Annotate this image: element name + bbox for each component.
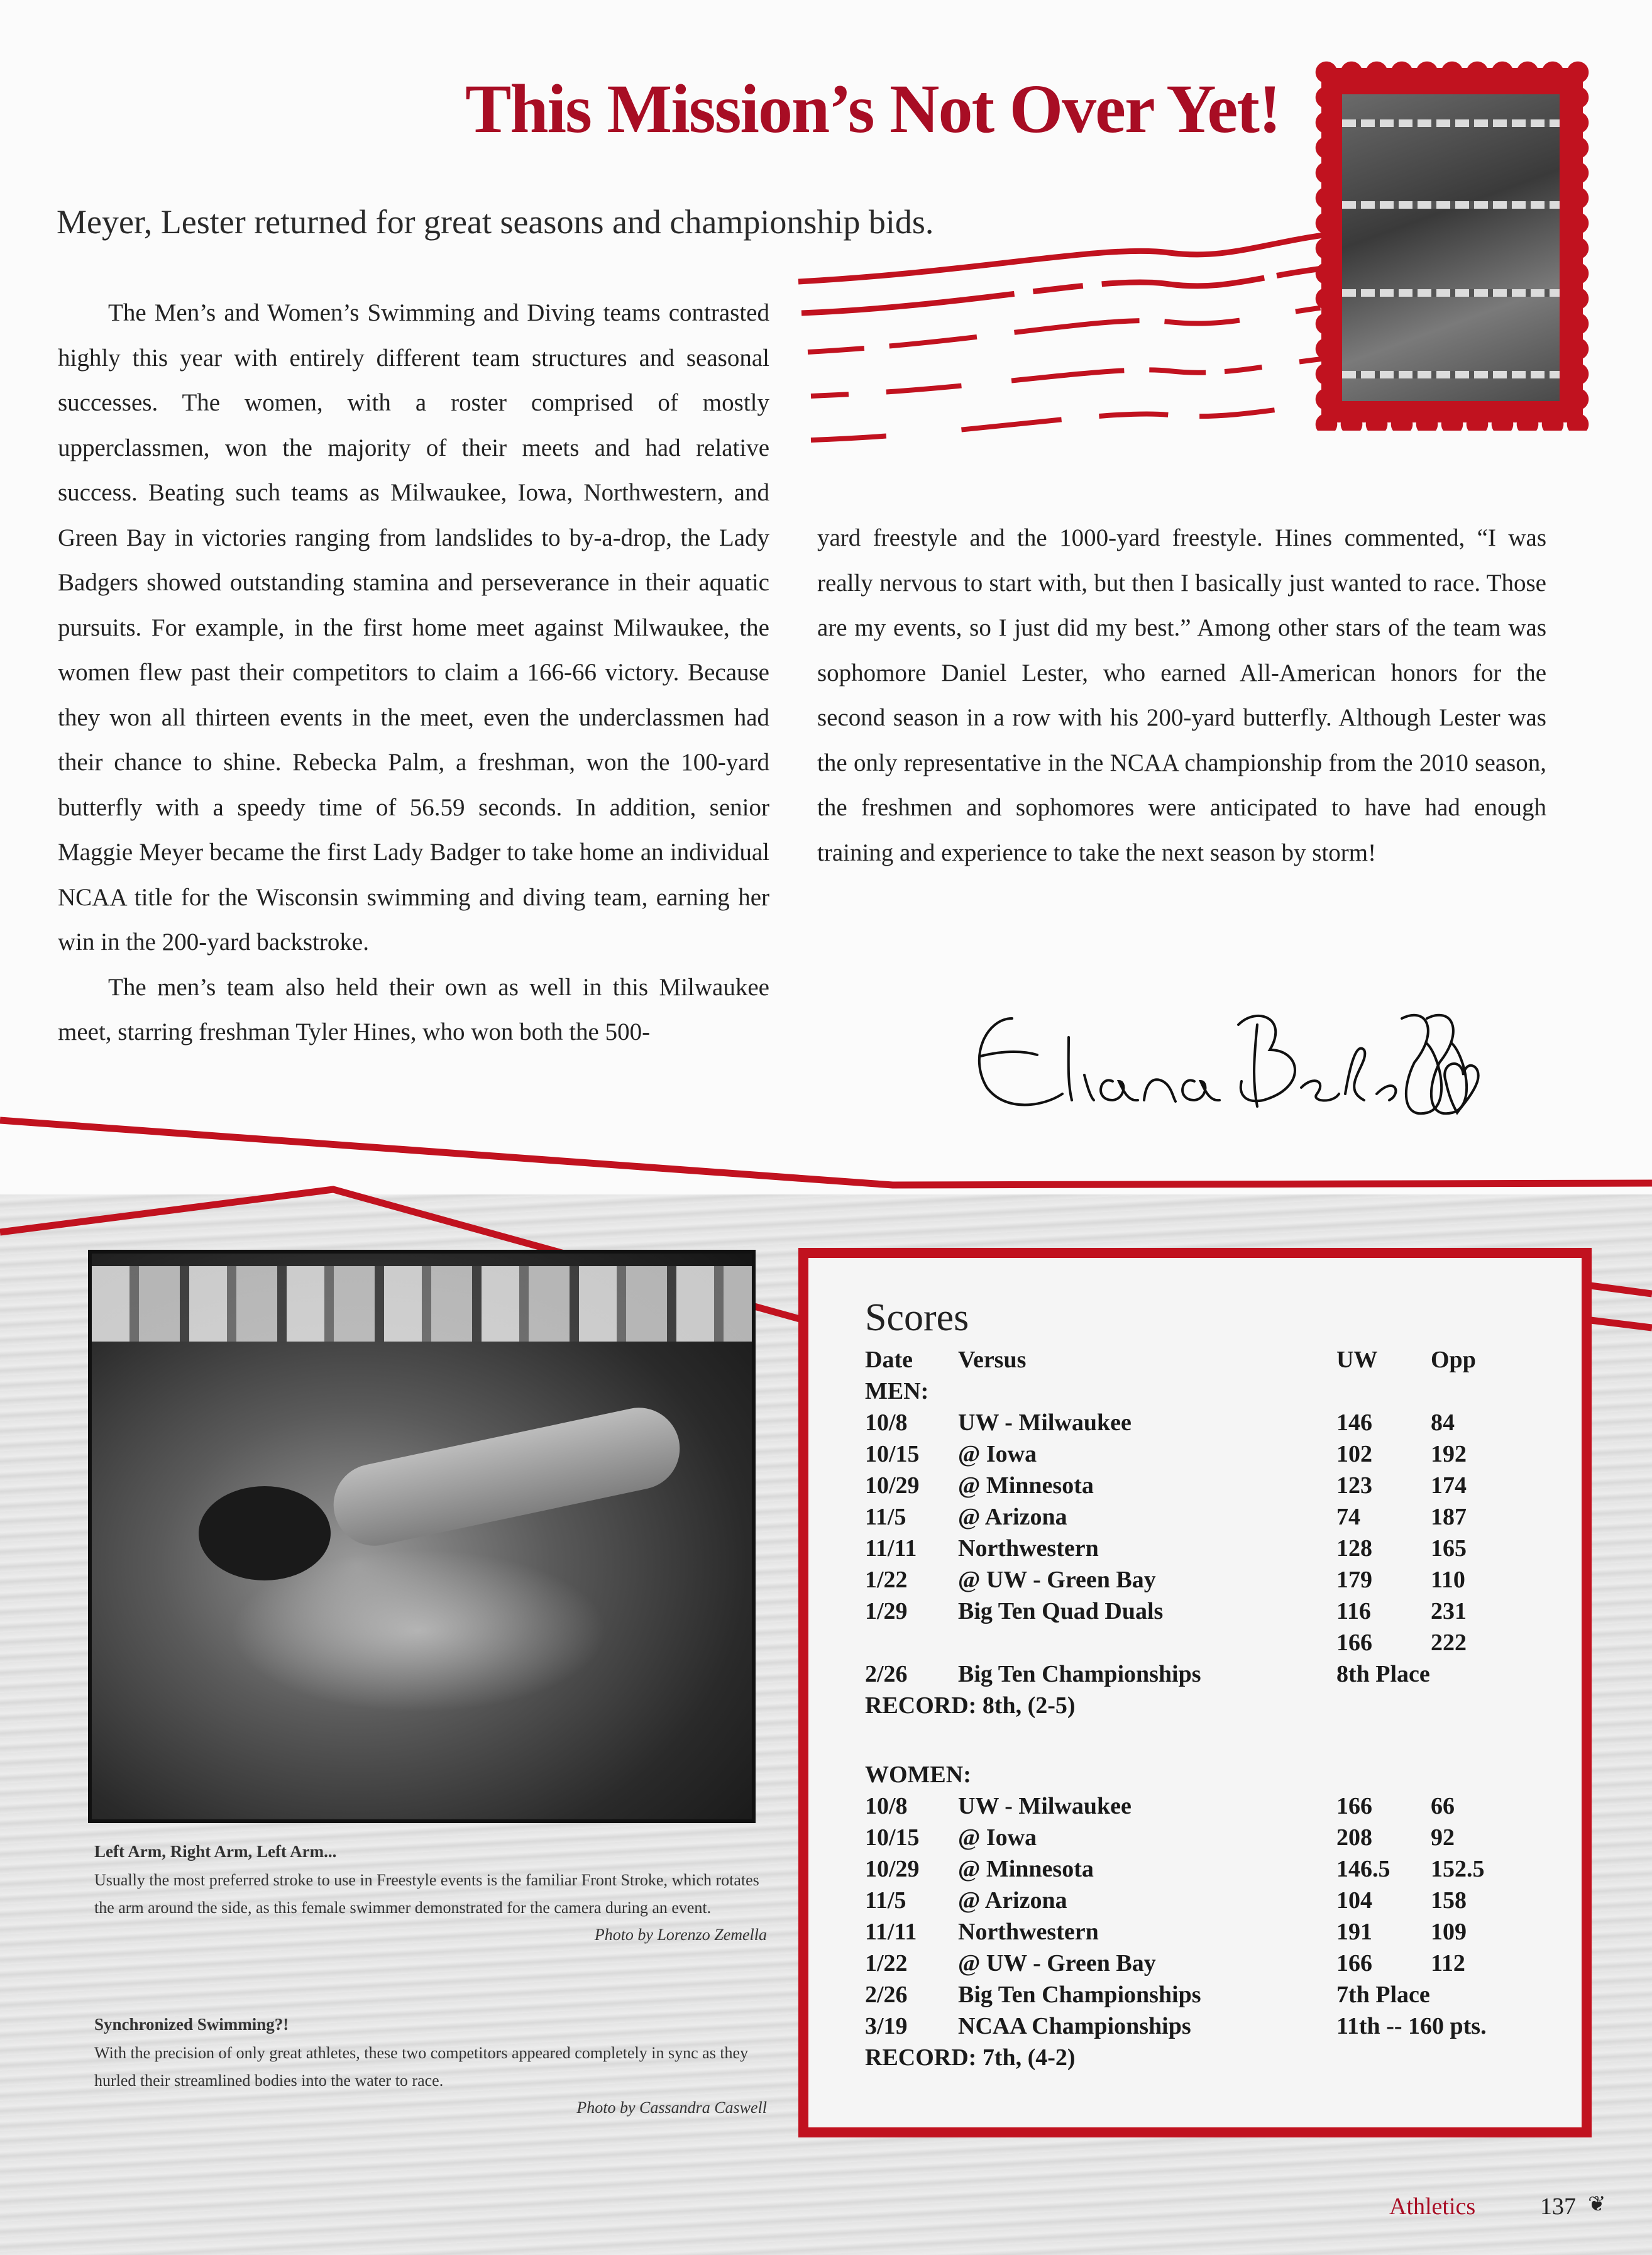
swimmer-head bbox=[199, 1486, 331, 1580]
cell-uw-score: 166 bbox=[1336, 1950, 1372, 1977]
cell-opp-score: 187 bbox=[1431, 1504, 1467, 1530]
scores-panel bbox=[808, 1258, 1582, 2127]
photo-caption bbox=[94, 2015, 767, 2117]
cell-uw-score: 146 bbox=[1336, 1409, 1372, 1436]
cell-versus: Big Ten Quad Duals bbox=[958, 1598, 1164, 1624]
cell-date: 3/19 bbox=[865, 2013, 908, 2039]
cell-versus: @ Iowa bbox=[958, 1824, 1037, 1851]
article-paragraph: The Men’s and Women’s Swimming and Diving teams contrasted highly this year with entirely different team structures and seasonal successes. The women, with a roster comprised of mostly upperclassmen, won the majority of their meets and had relative success. Beating such teams as Milwaukee, Iowa, Northwestern, and Green Bay in victories ranging from landslides to by-a-drop, the Lady Badgers showed outstanding stamina and perseverance in their aquatic pursuits. For example, in the first home meet against Milwaukee, the women flew past their competitors to claim a 166-66 victory. Because they won all thirteen events in the meet, even the underclassmen had their chance to shine. Rebecka Palm, a freshman, won the 100-yard butterfly with a speedy time of 56.59 seconds. In addition, senior Maggie Meyer became the first Lady Badger to take home an individual NCAA title for the Wisconsin swimming and diving team, earning her win in the 200-yard backstroke. bbox=[58, 299, 769, 956]
cell-uw-score: 11th -- 160 pts. bbox=[1336, 2013, 1487, 2039]
cell-date: 11/11 bbox=[865, 1535, 917, 1562]
cell-opp-score: 109 bbox=[1431, 1919, 1467, 1945]
caption-title: Left Arm, Right Arm, Left Arm... bbox=[94, 1842, 337, 1861]
page-title: This Mission’s Not Over Yet! bbox=[465, 70, 1280, 147]
photo-credit: Photo by Cassandra Caswell bbox=[576, 2098, 767, 2117]
cell-uw-score: 166 bbox=[1336, 1629, 1372, 1656]
lane-rope bbox=[1342, 289, 1560, 297]
cell-date: 11/5 bbox=[865, 1504, 906, 1530]
footer-section-name: Athletics bbox=[1389, 2193, 1476, 2220]
cell-versus: UW - Milwaukee bbox=[958, 1793, 1132, 1819]
table-row bbox=[865, 1949, 1556, 1981]
table-row bbox=[865, 1535, 1556, 1566]
table-row bbox=[865, 1792, 1556, 1824]
caption-body: With the precision of only great athletes, these two competitors appeared completely in sync as they hurled their streamlined bodies into the water to race. bbox=[94, 2044, 749, 2090]
handwritten-signature bbox=[962, 981, 1490, 1132]
cell-uw-score: UW bbox=[1336, 1347, 1378, 1373]
cell-versus: NCAA Championships bbox=[958, 2013, 1191, 2039]
cell-uw-score: 8th Place bbox=[1336, 1661, 1430, 1687]
table-row bbox=[865, 1981, 1556, 2012]
lane-rope bbox=[1342, 119, 1560, 127]
page-number: 137 bbox=[1540, 2193, 1576, 2220]
cell-versus: @ Minnesota bbox=[958, 1856, 1094, 1882]
cell-versus: Big Ten Championships bbox=[958, 1661, 1201, 1687]
cell-opp-score: 112 bbox=[1431, 1950, 1465, 1977]
cell-opp-score: 192 bbox=[1431, 1441, 1467, 1467]
cell-date: 2/26 bbox=[865, 1982, 908, 2008]
cell-opp-score: Opp bbox=[1431, 1347, 1476, 1373]
cell-versus: @ Minnesota bbox=[958, 1472, 1094, 1499]
scores-title: Scores bbox=[865, 1296, 969, 1339]
table-row bbox=[865, 1761, 1556, 1792]
cell-date: MEN: bbox=[865, 1378, 929, 1404]
cell-date: 1/29 bbox=[865, 1598, 908, 1624]
cell-date: 10/8 bbox=[865, 1409, 908, 1436]
cell-date: 10/8 bbox=[865, 1793, 908, 1819]
cell-versus: Versus bbox=[958, 1347, 1027, 1373]
cell-date: 1/22 bbox=[865, 1950, 908, 1977]
cell-uw-score: 146.5 bbox=[1336, 1856, 1390, 1882]
cell-opp-score: 92 bbox=[1431, 1824, 1455, 1851]
cell-versus: Northwestern bbox=[958, 1919, 1099, 1945]
lane-rope bbox=[1342, 201, 1560, 209]
cell-date: RECORD: 7th, (4-2) bbox=[865, 2044, 1076, 2071]
lane-buoys bbox=[92, 1266, 752, 1342]
cell-opp-score: 222 bbox=[1431, 1629, 1467, 1656]
cell-date: 10/29 bbox=[865, 1472, 920, 1499]
cell-opp-score: 174 bbox=[1431, 1472, 1467, 1499]
cell-uw-score: 128 bbox=[1336, 1535, 1372, 1562]
cell-date: Date bbox=[865, 1347, 913, 1373]
photo-credit: Photo by Lorenzo Zemella bbox=[594, 1926, 767, 1944]
table-row bbox=[865, 2012, 1556, 2044]
table-row bbox=[865, 1887, 1556, 1918]
subtitle: Meyer, Lester returned for great seasons and championship bids. bbox=[57, 203, 934, 241]
cell-uw-score: 74 bbox=[1336, 1504, 1360, 1530]
lane-rope bbox=[1342, 371, 1560, 378]
table-row bbox=[865, 1346, 1556, 1377]
cell-opp-score: 84 bbox=[1431, 1409, 1455, 1436]
table-row bbox=[865, 1409, 1556, 1440]
cell-date: 10/15 bbox=[865, 1441, 920, 1467]
table-row bbox=[865, 1692, 1556, 1723]
cell-opp-score: 165 bbox=[1431, 1535, 1467, 1562]
table-row bbox=[865, 1440, 1556, 1472]
cell-opp-score: 66 bbox=[1431, 1793, 1455, 1819]
table-row bbox=[865, 1855, 1556, 1887]
caption-body: Usually the most preferred stroke to use in Freestyle events is the familiar Front Stroke, which rotates the arm around the side, as this female swimmer demonstrated for the camera during an event. bbox=[94, 1871, 759, 1917]
table-row bbox=[865, 1377, 1556, 1409]
cell-date: 11/11 bbox=[865, 1919, 917, 1945]
swimmer-arm bbox=[326, 1400, 688, 1553]
table-row bbox=[865, 1629, 1556, 1660]
caption-title: Synchronized Swimming?! bbox=[94, 2015, 289, 2034]
swimmer-photo bbox=[88, 1250, 756, 1823]
table-row bbox=[865, 1503, 1556, 1535]
table-row bbox=[865, 2044, 1556, 2075]
cell-uw-score: 123 bbox=[1336, 1472, 1372, 1499]
scores-box bbox=[798, 1248, 1592, 2137]
table-row bbox=[865, 1824, 1556, 1855]
table-row bbox=[865, 1660, 1556, 1692]
article-paragraph: The men’s team also held their own as well in this Milwaukee meet, starring freshman Tyler Hines, who won both the 500- bbox=[58, 973, 769, 1045]
table-row bbox=[865, 1597, 1556, 1629]
cell-uw-score: 179 bbox=[1336, 1567, 1372, 1593]
cell-opp-score: 110 bbox=[1431, 1567, 1465, 1593]
cell-opp-score: 152.5 bbox=[1431, 1856, 1485, 1882]
cell-uw-score: 208 bbox=[1336, 1824, 1372, 1851]
cell-opp-score: 231 bbox=[1431, 1598, 1467, 1624]
cell-uw-score: 7th Place bbox=[1336, 1982, 1430, 2008]
article-column-left bbox=[58, 290, 769, 1055]
cell-versus: @ UW - Green Bay bbox=[958, 1567, 1156, 1593]
cell-uw-score: 116 bbox=[1336, 1598, 1371, 1624]
table-row bbox=[865, 1566, 1556, 1597]
cell-versus: @ Iowa bbox=[958, 1441, 1037, 1467]
cell-uw-score: 104 bbox=[1336, 1887, 1372, 1914]
article-paragraph: yard freestyle and the 1000-yard freestyle. Hines commented, “I was really nervous to start with, but then I basically just wanted to race. Those are my events, so I just did my best.” Among other stars of the team was sophomore Daniel Lester, who earned All-American honors for the second season in a row with his 200-yard butterfly. Although Lester was the only representative in the NCAA championship from the 2010 season, the freshmen and sophomores were anticipated to have had enough training and experience to take the next season by storm! bbox=[817, 524, 1546, 866]
cell-date: WOMEN: bbox=[865, 1762, 971, 1788]
cell-uw-score: 191 bbox=[1336, 1919, 1372, 1945]
photo-caption bbox=[94, 1842, 767, 1944]
cell-versus: Northwestern bbox=[958, 1535, 1099, 1562]
paw-icon: ❦ bbox=[1588, 2193, 1606, 2216]
stamp-pool-photo bbox=[1342, 94, 1560, 401]
cell-date: RECORD: 8th, (2-5) bbox=[865, 1692, 1076, 1719]
cell-uw-score: 102 bbox=[1336, 1441, 1372, 1467]
cell-date: 10/15 bbox=[865, 1824, 920, 1851]
cell-date: 2/26 bbox=[865, 1661, 908, 1687]
cell-versus: UW - Milwaukee bbox=[958, 1409, 1132, 1436]
table-row bbox=[865, 1472, 1556, 1503]
cell-date: 1/22 bbox=[865, 1567, 908, 1593]
cell-versus: @ Arizona bbox=[958, 1887, 1067, 1914]
cell-date: 11/5 bbox=[865, 1887, 906, 1914]
cell-uw-score: 166 bbox=[1336, 1793, 1372, 1819]
cell-versus: @ Arizona bbox=[958, 1504, 1067, 1530]
article-column-right bbox=[817, 516, 1546, 875]
cell-versus: Big Ten Championships bbox=[958, 1982, 1201, 2008]
cell-date: 10/29 bbox=[865, 1856, 920, 1882]
table-row bbox=[865, 1918, 1556, 1949]
cell-opp-score: 158 bbox=[1431, 1887, 1467, 1914]
cell-versus: @ UW - Green Bay bbox=[958, 1950, 1156, 1977]
